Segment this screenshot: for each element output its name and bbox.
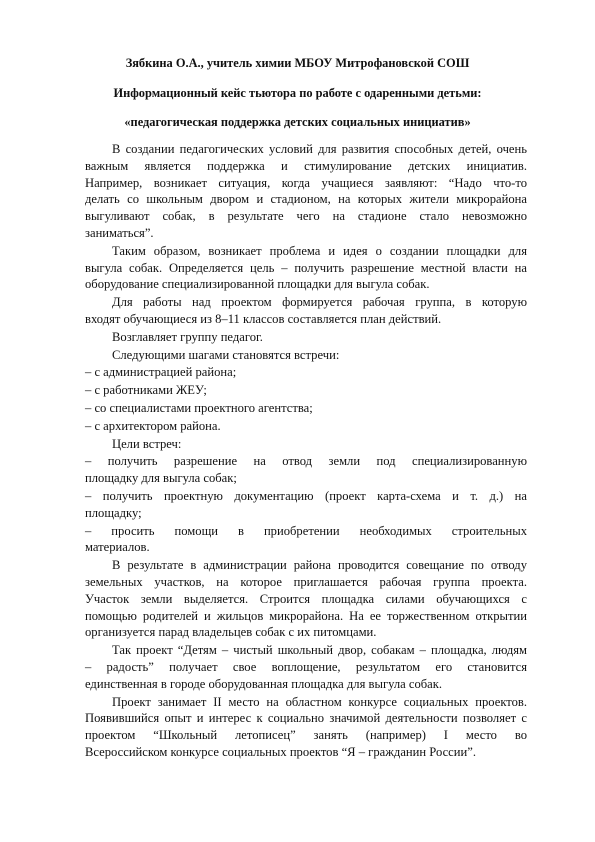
paragraph-5: Следующими шагами становятся встречи:	[112, 347, 340, 362]
goal-item-3	[85, 523, 527, 557]
paragraph-line: Проект занимает II место на областном конкурсе социальных проектов.	[112, 694, 527, 709]
goal-line: – получить проектную документацию (проект карта-схема и т. д.) на	[85, 488, 527, 503]
paragraph-line: организуется парад владельцев собак с их питомцами.	[85, 625, 377, 640]
document-title: Информационный кейс тьютора по работе с одаренными детьми:	[113, 86, 482, 100]
goal-line: площадку для выгула собак;	[85, 471, 237, 486]
paragraph-line: проектом “Школьный летописец” занять (например) I место во	[85, 728, 527, 743]
meeting-item: – с работниками ЖЕУ;	[85, 383, 207, 398]
meeting-item: – со специалистами проектного агентства;	[85, 400, 313, 415]
document-body	[85, 141, 527, 761]
paragraph-line: Так проект “Детям – чистый школьный двор, собакам – площадка, людям	[112, 643, 527, 658]
paragraph-line: Таким образом, возникает проблема и идея о создании площадки для	[112, 243, 527, 258]
paragraph-line: Участок земли выделяется. Строится площадка силами обучающихся с	[85, 591, 527, 606]
paragraph-line: Например, возникает ситуация, когда учащиеся заявляют: “Надо что-то	[85, 175, 527, 190]
paragraph-line: – радость” получает свое воплощение, результатом его становится	[85, 659, 527, 674]
paragraph-1	[85, 141, 527, 242]
paragraph-line: выгуливают собак, в результате чего на стадионе стало невозможно	[85, 209, 527, 224]
paragraph-9	[85, 694, 527, 761]
goal-line: материалов.	[85, 540, 150, 555]
goal-line: – просить помощи в приобретении необходимых строительных	[85, 523, 527, 538]
paragraph-line: единственная в городе оборудованная площадка для выгула собак.	[85, 676, 443, 691]
paragraph-2	[85, 243, 527, 293]
paragraph-line: Для работы над проектом формируется рабочая группа, в которую	[112, 295, 527, 310]
paragraph-6: Цели встреч:	[112, 436, 182, 451]
paragraph-line: важным является поддержка и стимулирование детских инициатив.	[85, 158, 527, 173]
goal-item-1	[85, 453, 527, 487]
paragraph-line: В создании педагогических условий для развития способных детей, очень	[112, 142, 527, 156]
paragraph-line: делать со школьным двором и стадионом, на которых жители микрорайона	[85, 192, 527, 207]
paragraph-line: входят обучающиеся из 8–11 классов составляется план действий.	[85, 311, 442, 326]
goal-line: – получить разрешение на отвод земли под специализированную	[85, 454, 527, 469]
paragraph-8	[85, 642, 527, 692]
paragraph-line: оборудование специализированной площадки для выгула собак.	[85, 277, 430, 292]
author-line: Зябкина О.А., учитель химии МБОУ Митрофановской СОШ	[125, 56, 470, 70]
paragraph-line: земельных участков, на которое приглашается рабочая группа проекта.	[85, 574, 527, 589]
paragraph-line: В результате в администрации района проводится совещание по отводу	[112, 558, 527, 573]
document-subtitle: «педагогическая поддержка детских социальных инициатив»	[124, 115, 471, 129]
meeting-item: – с архитектором района.	[85, 418, 221, 433]
paragraph-line: помощью родителей и жильцов микрорайона. На ее торжественном открытии	[85, 608, 527, 623]
paragraph-line: выгула собак. Определяется цель – получить разрешение местной власти на	[85, 260, 527, 275]
paragraph-line: Появившийся опыт и интерес к социально значимой деятельности позволяет с	[85, 711, 527, 726]
goal-line: площадку;	[85, 505, 142, 520]
paragraph-7	[85, 557, 527, 641]
paragraph-4: Возглавляет группу педагог.	[112, 329, 263, 344]
meeting-item: – с администрацией района;	[85, 365, 237, 380]
paragraph-line: заниматься”.	[85, 225, 154, 240]
paragraph-3	[85, 294, 527, 328]
goal-item-2	[85, 488, 527, 522]
paragraph-line: Всероссийском конкурсе социальных проектов “Я – гражданин России”.	[85, 744, 476, 759]
